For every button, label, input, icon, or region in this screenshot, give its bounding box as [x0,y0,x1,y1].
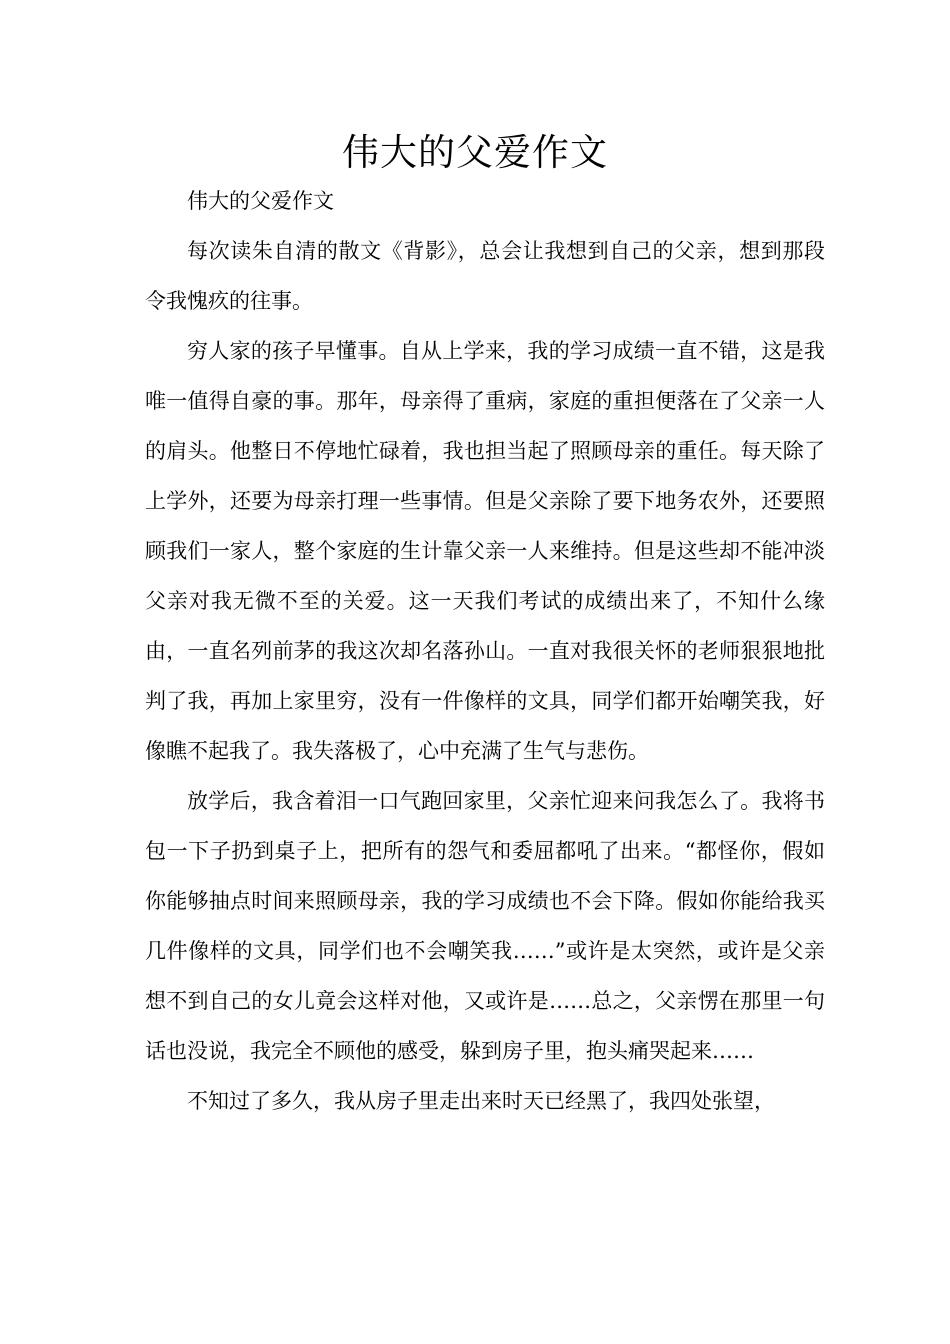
document-title: 伟大的父爱作文 [342,131,608,174]
paragraph-1: 每次读朱自清的散文《背影》，总会让我想到自己的父亲，想到那段令我愧疚的往事。 [145,239,825,313]
paragraph-4: 不知过了多久，我从房子里走出来时天已经黑了，我四处张望， [187,1089,775,1113]
paragraph-3: 放学后，我含着泪一口气跑回家里，父亲忙迎来问我怎么了。我将书包一下子扔到桌子上，把所有的怨气和委屈都吼了出来。“都怪你，假如你能够抽点时间来照顾母亲，我的学习成绩也不会下降。假如你能给我买几件像样的文具，同学们也不会嘲笑我……”或许是太突然，或许是父亲想不到自己的女儿竟会这样对他，又或许是……总之，父亲愣在那里一句话也没说，我完全不顾他的感受，躲到房子里，抱头痛哭起来…… [145,789,825,1063]
paragraph-2: 穷人家的孩子早懂事。自从上学来，我的学习成绩一直不错，这是我唯一值得自豪的事。那年，母亲得了重病，家庭的重担便落在了父亲一人的肩头。他整日不停地忙碌着，我也担当起了照顾母亲的重任。每天除了上学外，还要为母亲打理一些事情。但是父亲除了要下地务农外，还要照顾我们一家人，整个家庭的生计靠父亲一人来维持。但是这些却不能冲淡父亲对我无微不至的关爱。这一天我们考试的成绩出来了，不知什么缘由，一直名列前茅的我这次却名落孙山。一直对我很关怀的老师狠狠地批判了我，再加上家里穷，没有一件像样的文具，同学们都开始嘲笑我，好像瞧不起我了。我失落极了，心中充满了生气与悲伤。 [145,339,825,763]
document-body [145,176,825,1126]
paragraph-subtitle: 伟大的父爱作文 [187,189,334,213]
